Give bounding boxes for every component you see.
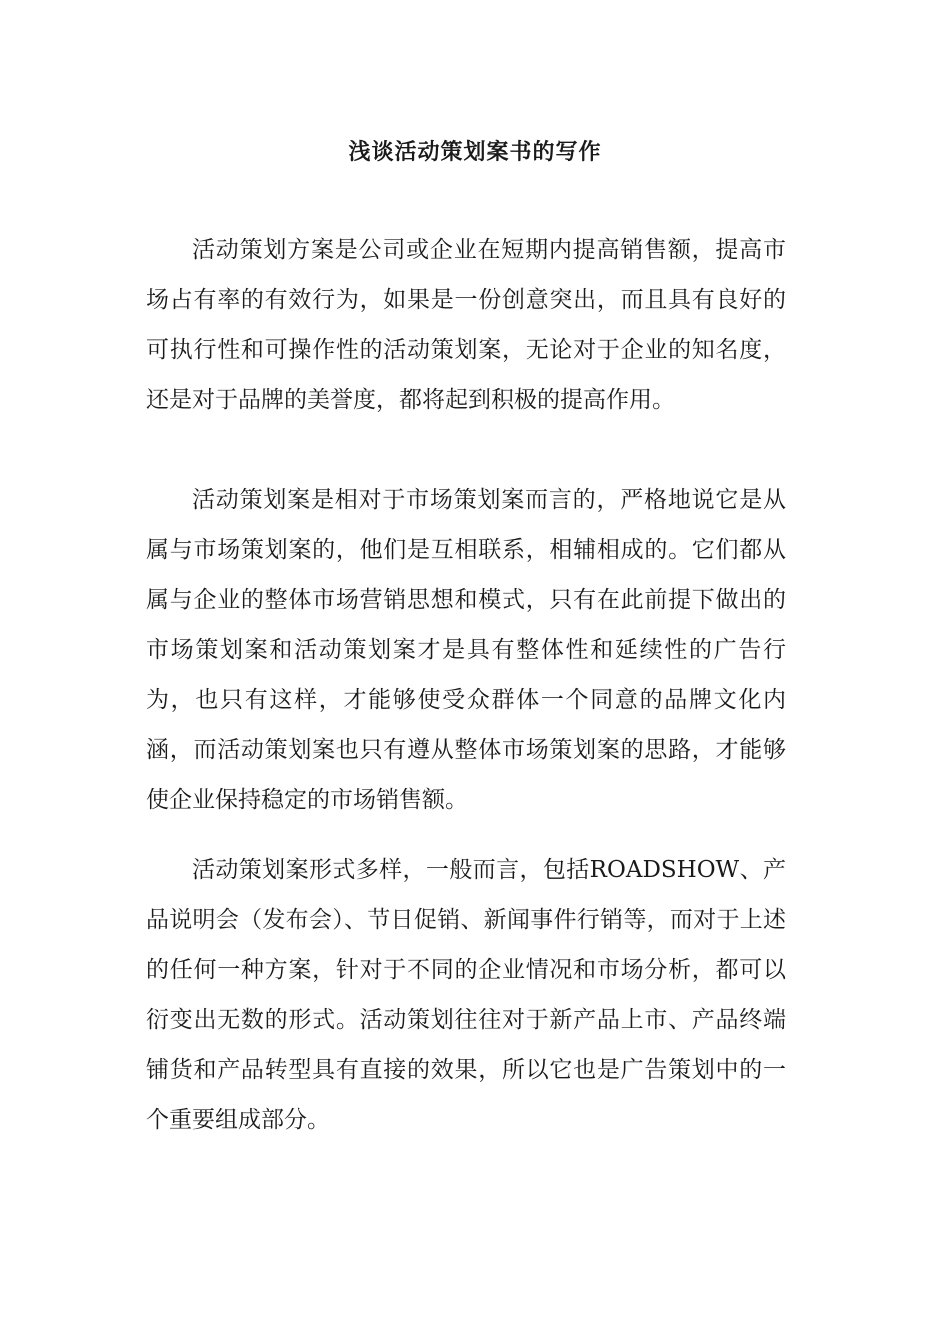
document-title: 浅谈活动策划案书的写作 [348,139,602,165]
paragraph-3: 活动策划案形式多样，一般而言，包括ROADSHOW、产品说明会（发布会）、节日促销、新闻事件行销等，而对于上述的任何一种方案，针对于不同的企业情况和市场分析，都可以衍变出无数的形式。活动策划往往对于新产品上市、产品终端铺货和产品转型具有直接的效果，所以它也是广告策划中的一个重要组成部分。 [146,857,786,1133]
paragraph-1: 活动策划方案是公司或企业在短期内提高销售额，提高市场占有率的有效行为，如果是一份创意突出，而且具有良好的可执行性和可操作性的活动策划案，无论对于企业的知名度，还是对于品牌的美誉度，都将起到积极的提高作用。 [146,237,786,413]
paragraph-2: 活动策划案是相对于市场策划案而言的，严格地说它是从属与市场策划案的，他们是互相联系，相辅相成的。它们都从属与企业的整体市场营销思想和模式，只有在此前提下做出的市场策划案和活动策划案才是具有整体性和延续性的广告行为，也只有这样，才能够使受众群体一个同意的品牌文化内涵，而活动策划案也只有遵从整体市场策划案的思路，才能够使企业保持稳定的市场销售额。 [146,487,786,813]
